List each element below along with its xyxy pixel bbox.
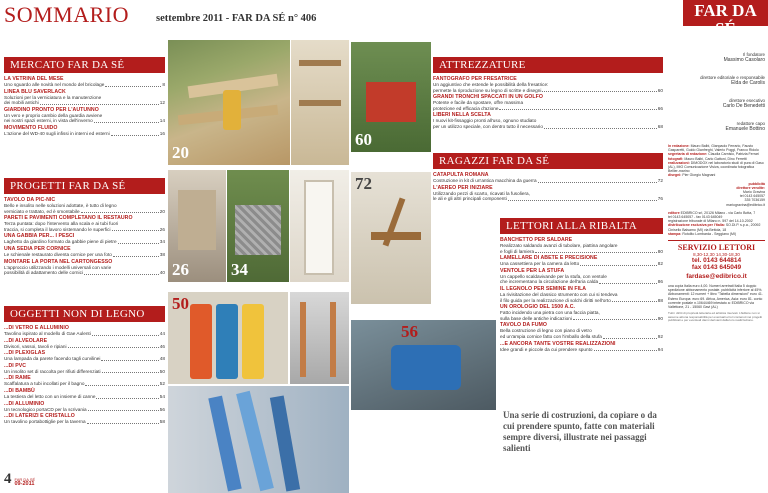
toc-entry-text: L'approccio utilizzando i modelli universali con varie — [4, 264, 112, 270]
toc-entry[interactable] — [4, 197, 165, 214]
footer-issue: 09-2011 — [14, 481, 35, 487]
photo-tubes — [168, 386, 349, 493]
toc-entry-text: le ali e gli altri principali componenti — [433, 196, 507, 202]
toc-entry-line — [500, 279, 663, 285]
toc-entry[interactable] — [500, 322, 663, 339]
credit-key: fotografi: — [668, 156, 684, 161]
masthead-roles — [668, 52, 765, 132]
credit-value: Pier Giorgio Magnani — [682, 173, 716, 178]
toc-entry-text: L'azione del WD-40 sugli infissi in interni ed esterni — [4, 130, 110, 136]
servizio-title: SERVIZIO LETTORI — [677, 243, 756, 253]
toc-page-number: 12 — [159, 100, 165, 106]
section-band: PROGETTI FAR DA SÉ — [4, 178, 165, 194]
toc-entry-heading: ...E ANCORA TANTE VOSTRE REALIZZAZIONI — [500, 340, 616, 347]
page-footer — [4, 471, 35, 487]
toc-entry-text: Realizzato saldando avanzi di tubolare, piattina angolare — [500, 243, 618, 248]
editor-value: registrazione tribunale di Milano n. 597 del 14-10-2002 — [668, 219, 753, 224]
credit-entry — [668, 161, 765, 174]
photo-page-number: 50 — [172, 294, 189, 313]
toc-entry-text: Un vero e proprio cambio della guardia avviene — [4, 112, 103, 118]
toc-entry-text: Bella costruzione di legno con piano di vetro — [500, 328, 592, 334]
toc-page-number: 26 — [159, 226, 165, 232]
dot-leader — [499, 109, 656, 110]
toc-entry-line — [433, 88, 663, 94]
toc-entry-text: possibilità di adattamento delle cornici — [4, 270, 83, 276]
toc-entry[interactable] — [4, 375, 165, 387]
toc-entry-heading: L'AEREO PER INIZIARE — [433, 184, 493, 191]
photo-catapult — [351, 172, 431, 304]
dot-leader — [84, 274, 159, 275]
toc-entry[interactable] — [4, 413, 165, 425]
toc-entry-text: Tavolino ispirato al modello di Gae Aulenti — [4, 331, 91, 336]
dot-leader — [118, 243, 159, 244]
toc-entry-heading: PARETI E PAVIMENTI COMPLETANO IL RESTAURO — [4, 215, 133, 222]
toc-entry-line — [4, 381, 165, 387]
masthead-role — [668, 98, 765, 109]
masthead-role — [668, 75, 765, 86]
masthead-advertising — [668, 182, 765, 207]
toc-page-number: 92 — [657, 333, 663, 339]
toc-entry-text: Costruzione in kit di un'antica macchina da guerra — [433, 178, 537, 183]
dot-leader — [580, 265, 657, 266]
credit-value: Claudia Carnisio, Patrizia Ferrari — [708, 152, 759, 157]
photo-door — [290, 170, 349, 282]
dot-leader — [535, 252, 657, 253]
advertising-line: direttore vendite: — [736, 185, 765, 190]
editor-entry — [668, 223, 765, 231]
subscription-info: una copia Italia euro 4,00. Numeri arretrati Italia 5 doppio spedizione abbonamento postale. pubblicità inferiore al 45%. Abbonamenti: 12 numeri + libro "Tabella dimensioni" euro 41. Estero Europa: euro 69. Africa, America, Asia: euro 81. conto corrente postale n.10644469 intestato a: EDIBRICO via Vallettone, 21 - 15060 Gavi (AL) — [668, 284, 763, 310]
toc-page-number: 44 — [159, 331, 165, 336]
dot-leader — [92, 335, 159, 336]
toc-entry-text: traccia, si completa il lavoro sistemando le superfici — [4, 226, 111, 232]
toc-entry-line — [4, 82, 165, 88]
toc-page-number: 48 — [159, 356, 165, 362]
toc-entry-heading: LA VETRINA DEL MESE — [4, 76, 64, 82]
toc-entry-text: Utilizzando pezzi di scarto, ricavati la fusoliera, — [433, 190, 530, 196]
toc-page-number: 72 — [657, 178, 663, 183]
toc-entry-heading: ...DI LATERIZI E CRISTALLO — [4, 413, 75, 420]
toc-entry-heading: ...DI BAMBÙ — [4, 387, 35, 394]
toc-entry-line — [4, 131, 165, 137]
editor-key: stampa: — [668, 231, 682, 236]
credit-key: realizzazioni: — [668, 160, 690, 165]
toc-entry-heading: LIBERI NELLA SCELTA — [433, 112, 491, 119]
dot-leader — [105, 86, 161, 87]
dot-leader — [603, 338, 657, 339]
photo-restoration — [168, 170, 226, 282]
toc-entry[interactable] — [500, 268, 663, 285]
masthead — [668, 52, 765, 323]
toc-list — [4, 197, 165, 276]
dot-leader — [544, 128, 657, 129]
toc-entry-text: La rivisitazione del classico strumento con cui si tendeva — [500, 291, 618, 297]
credit-entry — [668, 173, 765, 177]
dot-leader — [113, 256, 159, 257]
section-progetti — [4, 178, 165, 277]
toc-entry-text: Un aggiuntivo che estende le possibilità della fresatrice: — [433, 82, 549, 87]
section-band: ATTREZZATURE — [433, 57, 663, 73]
section-band: OGGETTI NON DI LEGNO — [4, 306, 165, 322]
editor-value: tel 0143 645057 - fax 0143 645049 — [668, 215, 723, 220]
credit-key: disegni: — [668, 173, 682, 178]
toc-entry[interactable] — [500, 304, 663, 321]
photo-welding — [351, 320, 496, 410]
toc-entry-heading: TAVOLO DA PIC-NIC — [4, 197, 56, 203]
photo-page-number: 20 — [172, 143, 189, 162]
role-name: Carlo De Benedetti — [722, 103, 765, 109]
toc-entry-text: il filo guida per la realizzazione di solchi diritti nell'orto — [500, 297, 611, 303]
toc-entry-line — [433, 196, 663, 202]
toc-entry[interactable] — [4, 350, 165, 362]
dot-leader — [111, 135, 159, 136]
dot-leader — [88, 410, 159, 411]
dot-leader — [594, 350, 657, 351]
toc-page-number: 86 — [657, 279, 663, 285]
toc-entry-heading: ...DI PVC — [4, 362, 27, 369]
section-band: RAGAZZI FAR DA SÉ — [433, 153, 663, 169]
toc-entry[interactable] — [4, 401, 165, 413]
toc-entry-text: Soluzioni per la verniciatura e la manutenzione — [4, 94, 102, 100]
toc-page-number: 58 — [159, 419, 165, 425]
toc-page-number: 52 — [159, 381, 165, 387]
logo-text: FAR DA SÉ — [694, 1, 757, 38]
photo-copper-shelf — [290, 292, 349, 384]
toc-entry-line — [4, 209, 165, 215]
toc-entry-text: verniciato e trattato, ed è smontabile — [4, 208, 80, 214]
toc-entry[interactable] — [4, 325, 165, 337]
credit-value: DIMODOX nel laboratorio studi di pura di Gaso (AL), IMO Comunicazione Visiva, coordinata fotografica Bellier-marino — [668, 160, 764, 174]
dot-leader — [612, 301, 657, 302]
advertising-line: tel 0143 645057 — [739, 194, 765, 199]
toc-entry-heading: ...DI ALVEOLARE — [4, 337, 48, 344]
editor-entry — [668, 232, 765, 236]
toc-list — [433, 76, 663, 130]
editor-value: Rotolito Lombarda - Seggiano (MI) — [682, 231, 737, 236]
toc-entry-line — [4, 356, 165, 362]
credit-value: Mauro Balbi, Carlo Gattoni, Dino Ferretti — [684, 156, 747, 161]
toc-entry-text: Divisori, vassoi, tavoli e ripiani — [4, 343, 67, 349]
toc-entry-text: Un tavolino portabottiglie per la taverna — [4, 419, 86, 425]
toc-list — [4, 76, 165, 137]
masthead-role — [668, 52, 765, 63]
toc-entry-line — [4, 100, 165, 106]
toc-entry[interactable] — [500, 237, 663, 254]
toc-page-number: 14 — [159, 118, 165, 124]
toc-entry-line — [4, 252, 165, 258]
role-name: Massimo Casolaro — [723, 57, 765, 63]
toc-entry-text: Idee grandi e piccole da cui prendere spunto — [500, 346, 593, 352]
photo-tree-splitter — [351, 42, 431, 152]
editor-value: SO.DI.P. s.p.a., 20092 Cinisello Balsamo (MI) via Bettola, 18 — [668, 223, 761, 232]
logo-url[interactable]: www.edibrico.it — [699, 38, 752, 45]
role-name: Emanuele Bottino — [725, 126, 765, 132]
toc-entry-text: protezione ed efficacia d'azione — [433, 105, 499, 111]
toc-entry[interactable] — [4, 107, 165, 124]
dot-leader — [94, 122, 159, 123]
toc-page-number: 50 — [159, 368, 165, 374]
dot-leader — [508, 200, 657, 201]
photo-page-number: 26 — [172, 260, 189, 279]
section-band: MERCATO FAR DA SÉ — [4, 57, 165, 73]
masthead-role — [668, 121, 765, 132]
section-mercato — [4, 57, 165, 138]
toc-entry-text: che incrementano la circolazione dell'aria calda — [500, 279, 599, 285]
servizio-tel[interactable]: tel. 0143 644814 — [691, 257, 742, 265]
toc-list — [433, 172, 663, 202]
toc-entry[interactable] — [500, 286, 663, 303]
toc-entry-line — [4, 270, 165, 276]
toc-entry[interactable] — [433, 185, 663, 202]
toc-entry-text: dei mobili antichi — [4, 100, 39, 106]
toc-entry-heading: LINEA BLU SAVERLACK — [4, 88, 66, 95]
toc-page-number: 68 — [657, 123, 663, 129]
toc-entry-line — [433, 178, 663, 184]
dot-leader — [85, 385, 158, 386]
toc-entry[interactable] — [500, 255, 663, 267]
toc-page-number: 76 — [657, 196, 663, 202]
page-title: SOMMARIO — [4, 2, 130, 27]
toc-entry-heading: MONTARE LA PORTA NEL CARTONGESSO — [4, 258, 113, 265]
advertising-line: Mario Gravina — [743, 190, 765, 195]
toc-entry-line — [4, 239, 165, 245]
servizio-hours: 8,30-12,30 14,30-18,30 — [693, 252, 740, 258]
dot-leader — [102, 372, 159, 373]
editor-key: editore — [668, 210, 680, 215]
role-label: redattore capo — [736, 121, 765, 126]
toc-entry-heading: MOVIMENTO FLUIDO — [4, 124, 58, 131]
toc-entry-text: nei nostri spazi esterni, in vista dell'inverno — [4, 118, 93, 124]
toc-page-number: 38 — [159, 251, 165, 257]
toc-page-number: 54 — [159, 393, 165, 399]
photo-pvc-bins — [168, 292, 288, 384]
toc-entry-heading: TAVOLO DA FUMO — [500, 322, 547, 329]
toc-entry-text: sulla base delle antiche indicazioni — [500, 315, 572, 321]
toc-entry-line — [4, 407, 165, 413]
toc-entry-text: permette la riproduzione su legno di scritte e disegni — [433, 87, 542, 93]
toc-entry-text: Uno sguardo alle novità nel mondo del bricolage — [4, 82, 105, 87]
toc-page-number: 56 — [159, 406, 165, 412]
toc-entry[interactable] — [433, 76, 663, 93]
editor-key: distribuzione esclusiva per l'Italia: — [668, 223, 725, 228]
toc-entry-text: Un insolito set di raccolta per rifiuti differenziati — [4, 368, 101, 374]
toc-entry-heading: UNA GABBIA PER... I PESCI — [4, 233, 75, 240]
toc-entry-text: Un cappello scaldavivande per la stufa, con ventole — [500, 273, 607, 279]
toc-entry-text: La testiera del letto con un insieme di canne — [4, 393, 96, 399]
toc-entry-text: Una lampada da parete facendo tagli curvilinei — [4, 356, 101, 362]
toc-entry[interactable] — [433, 112, 663, 129]
dot-leader — [538, 182, 657, 183]
toc-entry-heading: UNA SEDIA PER CORNICE — [4, 245, 71, 252]
advertising-line: pubblicità — [748, 181, 765, 186]
servizio-email[interactable]: fardase@edibrico.it — [686, 273, 747, 281]
toc-page-number: 88 — [657, 297, 663, 303]
toc-entry-line — [500, 316, 663, 322]
toc-entry-heading: IL LEGNOLO PER SEMINE IN FILA — [500, 285, 587, 292]
toc-entry-line — [4, 227, 165, 233]
servizio-lettori — [668, 240, 765, 280]
toc-list — [4, 325, 165, 425]
toc-entry-line — [4, 419, 165, 425]
credit-key: segretaria di redazione: — [668, 152, 708, 157]
toc-entry[interactable] — [433, 94, 663, 111]
toc-entry-heading: ...DI RAME — [4, 375, 31, 382]
toc-entry-line — [500, 334, 663, 340]
servizio-fax[interactable]: fax 0143 645049 — [691, 264, 742, 272]
photo-page-number: 60 — [355, 130, 372, 149]
page-number: 4 — [4, 471, 12, 487]
toc-entry-heading: UN OROLOGIO DEL 1500 A.C. — [500, 304, 576, 311]
dot-leader — [599, 283, 657, 284]
toc-entry[interactable] — [4, 125, 165, 137]
toc-entry[interactable] — [4, 89, 165, 106]
toc-entry[interactable] — [433, 172, 663, 184]
credit-key: In redazione: — [668, 144, 690, 148]
toc-page-number: 34 — [159, 239, 165, 245]
toc-entry-line — [4, 118, 165, 124]
toc-page-number: 16 — [159, 130, 165, 136]
toc-page-number: 80 — [657, 248, 663, 254]
dot-leader — [81, 212, 159, 213]
toc-entry-line — [4, 344, 165, 350]
toc-entry-line — [4, 331, 165, 337]
toc-entry-heading: ...DI VETRO E ALLUMINIO — [4, 325, 69, 331]
role-label: direttore esecutivo — [729, 98, 765, 103]
toc-entry-heading: VENTOLE PER LA STUFA — [500, 267, 565, 274]
toc-entry[interactable] — [4, 233, 165, 245]
toc-entry-text: ed un'ampia cornice fatto con l'imballo della stufa — [500, 333, 602, 339]
caption: Una serie di costruzioni, da copiare o da cui prendere spunto, fatte con materiali sempre diversi, illustrate nei passaggi salienti — [503, 410, 657, 453]
toc-entry-text: Terza puntata: dopo l'intervento alla scala e ai tubi fuori — [4, 221, 119, 227]
toc-entry[interactable] — [4, 246, 165, 258]
toc-page-number: 66 — [657, 105, 663, 111]
toc-entry[interactable] — [4, 363, 165, 375]
masthead-editor — [668, 211, 765, 236]
dot-leader — [96, 398, 158, 399]
section-band: LETTORI ALLA RIBALTA — [500, 218, 663, 234]
role-label: Il fondatore — [743, 52, 765, 57]
toc-entry-heading: GIARDINO PRONTO PER L'AUTUNNO — [4, 106, 99, 113]
masthead-credits — [668, 144, 765, 178]
toc-list — [500, 237, 663, 352]
toc-entry-heading: LAMELLARE DI ABETE E PRECISIONE — [500, 255, 598, 262]
toc-entry[interactable] — [4, 76, 165, 88]
toc-entry-text: Un tecnologico portaCD per la scrivania — [4, 406, 87, 412]
section-lettori — [500, 218, 663, 353]
dot-leader — [573, 319, 657, 320]
dot-leader — [112, 230, 159, 231]
toc-entry[interactable] — [4, 215, 165, 232]
advertising-line: mariogravina@edibrico.it — [726, 202, 765, 207]
dot-leader — [101, 360, 158, 361]
toc-entry-line — [4, 394, 165, 400]
toc-entry[interactable] — [4, 338, 165, 350]
toc-entry-line — [4, 369, 165, 375]
toc-entry-text: e fogli di lamiera — [500, 248, 535, 254]
toc-entry-line — [500, 249, 663, 255]
toc-entry-text: Potente e facile da spostare, offre massima — [433, 100, 524, 106]
page-subtitle: settembre 2011 - FAR DA SÉ n° 406 — [156, 13, 317, 24]
toc-page-number: 60 — [657, 87, 663, 93]
toc-page-number: 8 — [162, 82, 165, 87]
credit-value: Mauro Balbi, Gianpaolo Ferrario, Fausto Gasparetti, Guido Gianfreghi, Valerio Poggi, Franco Ridolo — [668, 144, 759, 153]
toc-entry-heading: BANCHETTO PER SALDARE — [500, 237, 573, 243]
toc-entry-text: I nuovi kit-fissaggio pronti all'uso, ognuno studiato — [433, 118, 537, 124]
toc-page-number: 82 — [657, 261, 663, 267]
toc-entry-heading: ...DI ALLUMINIO — [4, 400, 45, 407]
toc-entry-text: Fatto incidendo una pietra con una faccia piatta, — [500, 310, 600, 316]
photo-picnic-table — [168, 40, 290, 165]
photo-page-number: 56 — [401, 322, 418, 341]
brand-logo — [683, 0, 768, 45]
toc-entry-text: Bello e insolito nelle soluzioni adottate, è tutto di legno — [4, 203, 117, 208]
dot-leader — [542, 91, 656, 92]
toc-entry-text: Laghetto da giardino formato da gabbie piene di pietre — [4, 239, 117, 245]
photo-wall-shelf — [291, 40, 349, 165]
toc-entry-heading: ...DI PLEXIGLAS — [4, 350, 46, 357]
toc-entry-heading: CATAPULTA ROMANA — [433, 172, 489, 178]
toc-entry-heading: GRANDI TRONCHI SPACCATI IN UN GOLFO — [433, 94, 543, 101]
role-name: Elda de Carolis — [731, 80, 765, 86]
section-oggetti — [4, 306, 165, 426]
toc-entry-line — [500, 261, 663, 267]
toc-entry-line — [500, 347, 663, 353]
toc-entry[interactable] — [500, 341, 663, 353]
footer-magazine: FAR DA SÉ — [14, 477, 36, 482]
toc-page-number: 46 — [159, 343, 165, 349]
toc-page-number: 90 — [657, 315, 663, 321]
photo-fish-cage — [227, 170, 289, 282]
photo-page-number: 34 — [231, 260, 248, 279]
toc-entry-line — [433, 124, 663, 130]
dot-leader — [68, 347, 159, 348]
legal-notice: Tutti i diritti di proprietà letteraria ed artistica riservati. L'Editore non si assume alcuna responsabilità per eventuali errori contenuti nei progetti pubblicati e per eventuali danni derivanti dalla loro realizzazione. — [668, 311, 763, 323]
toc-entry-text: Le schienale restaurato diventa cornice per una foto — [4, 251, 112, 257]
toc-entry[interactable] — [4, 259, 165, 276]
section-attrezzature — [433, 57, 663, 131]
toc-entry-line — [433, 106, 663, 112]
toc-entry[interactable] — [4, 388, 165, 400]
toc-entry-text: Scaffalatura a tubi incollati per il bagno — [4, 381, 85, 387]
dot-leader — [40, 104, 159, 105]
toc-page-number: 20 — [159, 208, 165, 214]
toc-entry-line — [500, 298, 663, 304]
advertising-line: 335 7036159 — [744, 198, 765, 203]
toc-page-number: 94 — [657, 346, 663, 352]
toc-page-number: 40 — [159, 270, 165, 276]
role-label: direttore editoriale e responsabile — [700, 75, 765, 80]
editor-value: EDIBRICO srl, 20126 Milano - via Carlo Botta, 7 — [680, 210, 756, 215]
toc-entry-heading: FANTOGRAFO PER FRESATRICE — [433, 76, 517, 82]
dot-leader — [87, 423, 159, 424]
credit-entry — [668, 144, 765, 152]
photo-page-number: 72 — [355, 174, 372, 193]
toc-entry-text: per un utilizzo speciale, con dentro tutto il necessario — [433, 123, 543, 129]
section-ragazzi — [433, 153, 663, 203]
toc-entry-text: Una cassettiera per la camera da letto — [500, 261, 580, 267]
